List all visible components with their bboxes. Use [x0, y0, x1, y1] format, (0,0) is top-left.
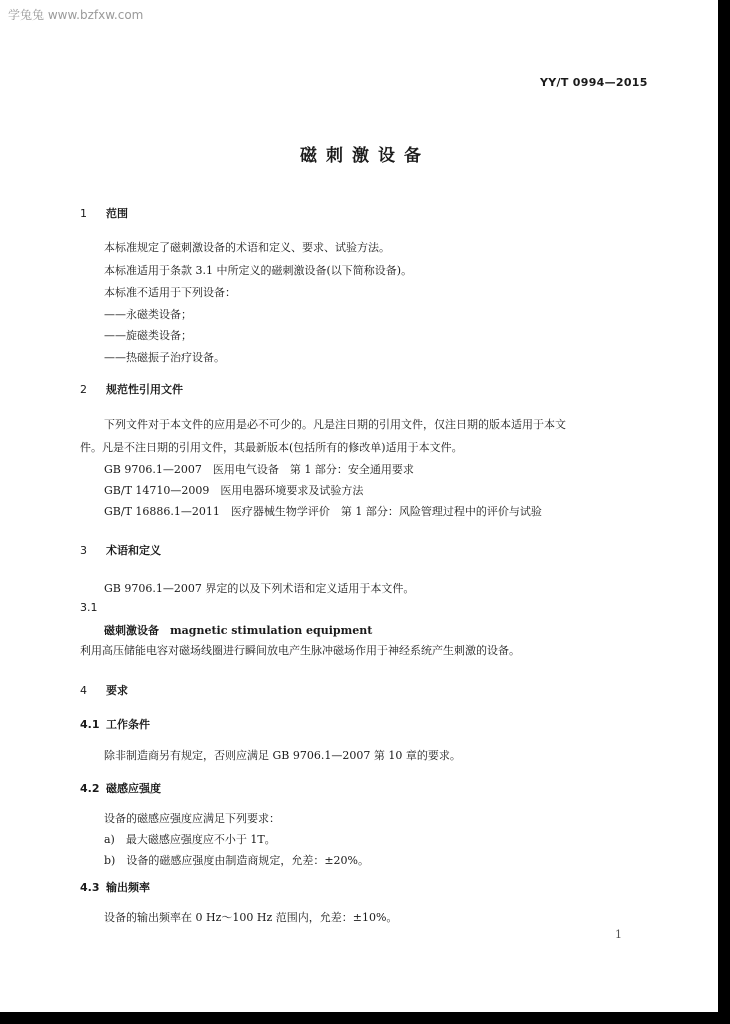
- section-3-heading: [80, 542, 161, 558]
- section-number: 4.1: [80, 718, 100, 731]
- clause-number: 3.1: [80, 601, 98, 614]
- list-item: b) 设备的磁感应强度由制造商规定，允差：±20%。: [104, 854, 369, 867]
- paragraph-line: 下列文件对于本文件的应用是必不可少的。凡是注日期的引用文件，仅注日期的版本适用于本文: [104, 418, 566, 431]
- section-title: 规范性引用文件: [106, 383, 183, 396]
- paragraph-line: 设备的磁感应强度应满足下列要求：: [104, 812, 280, 825]
- section-2-heading: [80, 381, 183, 397]
- list-item: ——热磁振子治疗设备。: [104, 351, 225, 364]
- term-definition: 利用高压储能电容对磁场线圈进行瞬间放电产生脉冲磁场作用于神经系统产生刺激的设备。: [80, 644, 520, 657]
- section-number: 3: [80, 544, 87, 557]
- list-item: ——永磁类设备；: [104, 308, 192, 321]
- section-number: 4.3: [80, 881, 100, 894]
- paragraph-line: 设备的输出频率在 0 Hz～100 Hz 范围内，允差：±10%。: [104, 911, 398, 924]
- paragraph-line: 本标准规定了磁刺激设备的术语和定义、要求、试验方法。: [104, 241, 390, 254]
- paragraph-line: 本标准适用于条款 3.1 中所定义的磁刺激设备(以下简称设备)。: [104, 264, 413, 277]
- section-title: 磁感应强度: [106, 782, 161, 795]
- section-number: 4: [80, 684, 87, 697]
- section-4-3-heading: [80, 879, 150, 895]
- section-number: 4.2: [80, 782, 100, 795]
- reference-item: GB/T 16886.1—2011 医疗器械生物学评价 第 1 部分：风险管理过程中的评价与试验: [104, 505, 542, 518]
- page-number: 1: [615, 928, 622, 941]
- section-title: 要求: [106, 684, 128, 697]
- list-item: ——旋磁类设备；: [104, 329, 192, 342]
- document-title: 磁刺激设备: [300, 146, 430, 166]
- paragraph-line: 件。凡是不注日期的引用文件，其最新版本(包括所有的修改单)适用于本文件。: [80, 441, 463, 454]
- paragraph-line: GB 9706.1—2007 界定的以及下列术语和定义适用于本文件。: [104, 582, 415, 595]
- reference-item: GB/T 14710—2009 医用电器环境要求及试验方法: [104, 484, 364, 497]
- list-item: a) 最大磁感应强度应不小于 1T。: [104, 833, 276, 846]
- term-entry: 磁刺激设备 magnetic stimulation equipment: [104, 624, 373, 637]
- section-number: 1: [80, 207, 87, 220]
- section-4-2-heading: [80, 780, 161, 796]
- section-title: 范围: [106, 207, 128, 220]
- section-1-heading: [80, 205, 128, 221]
- watermark: 学兔兔 www.bzfxw.com: [8, 8, 144, 22]
- page-frame-bottom: [0, 1012, 730, 1024]
- section-4-heading: [80, 682, 128, 698]
- standard-code: YY/T 0994—2015: [540, 76, 648, 89]
- reference-item: GB 9706.1—2007 医用电气设备 第 1 部分：安全通用要求: [104, 463, 414, 476]
- paragraph-line: 除非制造商另有规定，否则应满足 GB 9706.1—2007 第 10 章的要求。: [104, 749, 461, 762]
- section-title: 输出频率: [106, 881, 150, 894]
- section-4-1-heading: [80, 716, 150, 732]
- section-title: 工作条件: [106, 718, 150, 731]
- section-title: 术语和定义: [106, 544, 161, 557]
- section-number: 2: [80, 383, 87, 396]
- paragraph-line: 本标准不适用于下列设备：: [104, 286, 236, 299]
